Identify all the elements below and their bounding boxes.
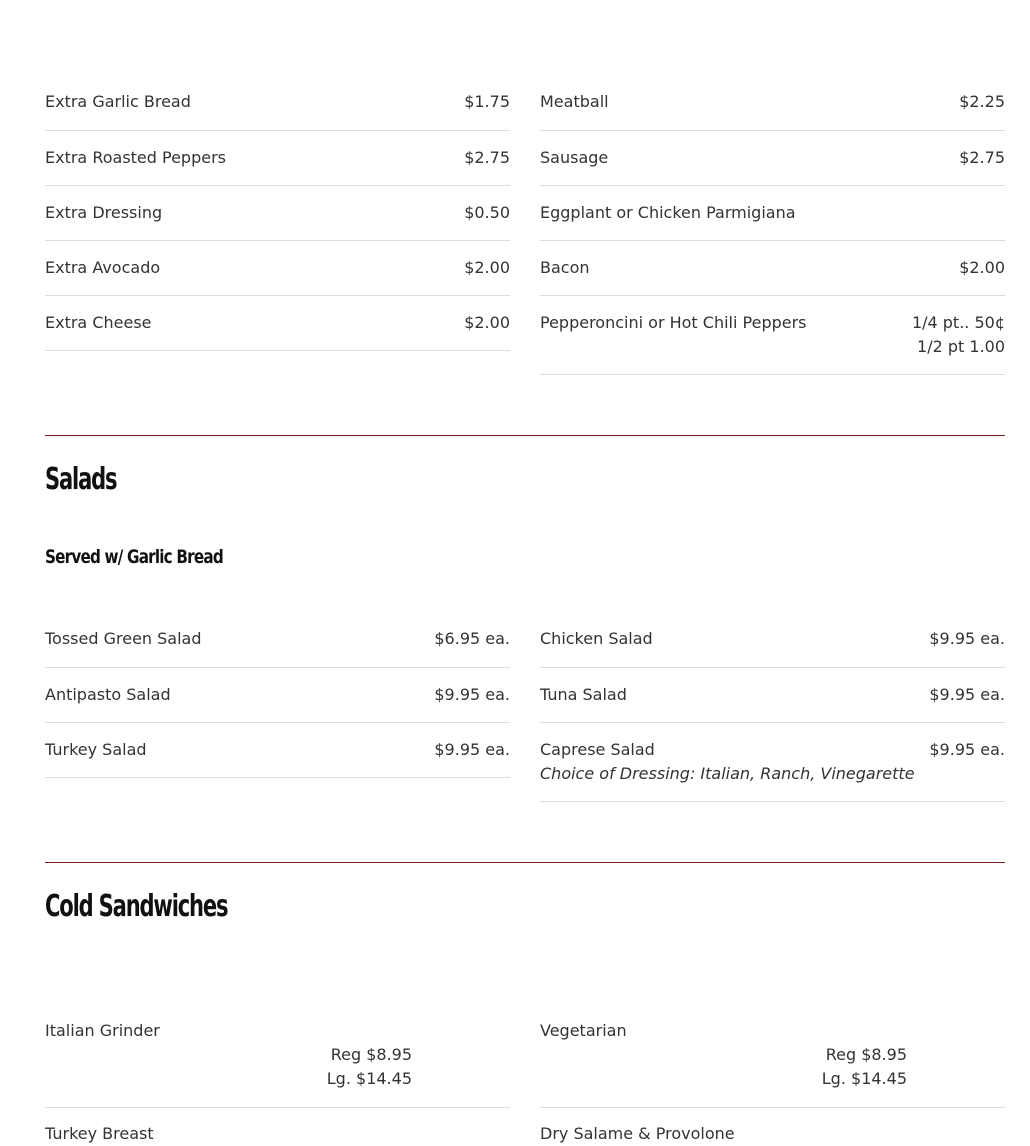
item-name: Vegetarian — [540, 1021, 627, 1040]
menu-item — [540, 1108, 1005, 1146]
menu-item — [45, 241, 510, 296]
item-prices — [45, 1043, 412, 1091]
menu-item — [540, 131, 1005, 186]
item-name: Extra Avocado — [45, 258, 161, 277]
item-text — [540, 738, 915, 786]
item-price: $9.95 ea. — [929, 740, 1005, 759]
item-name: Italian Grinder — [45, 1021, 160, 1040]
item-price: $2.75 — [464, 148, 510, 167]
section-divider — [45, 435, 1005, 436]
price-half-pint: 1/2 pt 1.00 — [917, 337, 1005, 356]
item-name: Antipasto Salad — [45, 685, 171, 704]
item-name: Turkey Salad — [45, 740, 147, 759]
extras-left-column — [45, 90, 510, 375]
item-name: Turkey Breast — [45, 1124, 154, 1143]
item-name: Bacon — [540, 258, 590, 277]
item-price: $2.00 — [959, 258, 1005, 277]
item-price: $2.00 — [464, 258, 510, 277]
sandwiches-right-column — [540, 1019, 1005, 1146]
section-subtitle: Served w/ Garlic Bread — [45, 546, 223, 568]
price-quarter-pint: 1/4 pt.. 50¢ — [911, 313, 1005, 332]
salads-left-column — [45, 627, 510, 802]
menu-item — [45, 1108, 510, 1146]
extras-right-column — [540, 90, 1005, 375]
item-name: Caprese Salad — [540, 740, 655, 759]
menu-item — [540, 296, 1005, 375]
item-name: Pepperoncini or Hot Chili Peppers — [540, 313, 807, 332]
item-name: Extra Dressing — [45, 203, 163, 222]
item-price: $9.95 ea. — [929, 685, 1005, 704]
item-prices — [540, 1043, 907, 1091]
item-price: $2.75 — [959, 148, 1005, 167]
menu-item — [540, 723, 1005, 802]
menu-item — [45, 668, 510, 723]
item-price: $2.25 — [959, 92, 1005, 111]
menu-item — [45, 296, 510, 351]
menu-item — [540, 1019, 1005, 1108]
menu-item — [540, 627, 1005, 668]
item-name: Eggplant or Chicken Parmigiana — [540, 203, 796, 222]
item-name: Tossed Green Salad — [45, 629, 202, 648]
price-regular: Reg $8.95 — [330, 1045, 412, 1064]
menu-item — [45, 131, 510, 186]
item-price: $9.95 ea. — [434, 685, 510, 704]
item-price: $9.95 ea. — [434, 740, 510, 759]
item-name: Extra Garlic Bread — [45, 92, 191, 111]
menu-item — [45, 723, 510, 778]
menu-item — [45, 627, 510, 668]
item-name: Chicken Salad — [540, 629, 653, 648]
item-price: $2.00 — [464, 313, 510, 332]
section-divider — [45, 862, 1005, 863]
item-price: $9.95 ea. — [929, 629, 1005, 648]
menu-item — [540, 90, 1005, 131]
item-name: Extra Cheese — [45, 313, 152, 332]
menu-item — [45, 90, 510, 131]
menu-item — [540, 241, 1005, 296]
item-name: Meatball — [540, 92, 609, 111]
menu-item — [540, 186, 1005, 241]
salads-section — [45, 627, 1005, 802]
item-price: $1.75 — [464, 92, 510, 111]
cold-sandwiches-section — [45, 1019, 1005, 1146]
item-price: $0.50 — [464, 203, 510, 222]
item-name: Dry Salame & Provolone — [540, 1124, 735, 1143]
salads-right-column — [540, 627, 1005, 802]
section-title-cold-sandwiches: Cold Sandwiches — [45, 889, 228, 924]
price-regular: Reg $8.95 — [825, 1045, 907, 1064]
menu-item — [45, 186, 510, 241]
menu-item — [540, 668, 1005, 723]
item-note: Choice of Dressing: Italian, Ranch, Vinegarette — [540, 764, 915, 783]
item-price: $6.95 ea. — [434, 629, 510, 648]
price-large: Lg. $14.45 — [326, 1069, 412, 1088]
extras-section — [45, 90, 1005, 375]
section-title-salads: Salads — [45, 462, 117, 497]
item-name: Sausage — [540, 148, 609, 167]
item-price — [912, 311, 1005, 359]
item-name: Extra Roasted Peppers — [45, 148, 226, 167]
sandwiches-left-column — [45, 1019, 510, 1146]
item-name: Tuna Salad — [540, 685, 627, 704]
menu-item — [45, 1019, 510, 1108]
price-large: Lg. $14.45 — [821, 1069, 907, 1088]
